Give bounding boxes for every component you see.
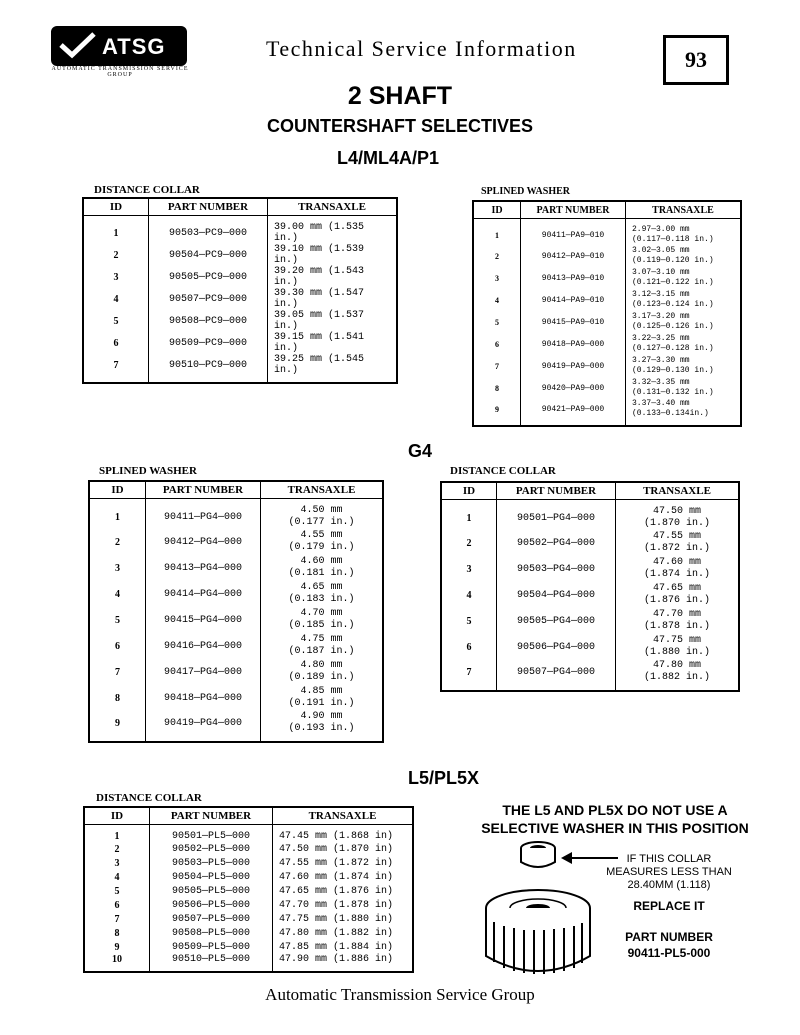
table-row — [89, 499, 383, 530]
transaxle-inch: (0.119—0.120 in.) — [632, 256, 714, 265]
transaxle-mm: 3.12—3.15 mm — [632, 290, 690, 299]
row-part-number: 90503—PG4—000 — [497, 556, 616, 582]
atsg-logo — [45, 22, 195, 80]
table-row — [89, 607, 383, 633]
row-part-number: 90413—PG4—000 — [146, 555, 261, 581]
row-part-number: 90414—PG4—000 — [146, 581, 261, 607]
table-row — [441, 582, 739, 608]
part-number-label: PART NUMBER — [625, 930, 713, 944]
row-part-number: 90504—PG4—000 — [497, 582, 616, 608]
row-transaxle — [261, 685, 384, 711]
row-id: 8 — [84, 926, 150, 940]
table-row — [84, 926, 413, 940]
row-part-number: 90502—PL5—000 — [150, 842, 273, 856]
transaxle-mm: 47.75 mm — [652, 635, 701, 646]
transaxle-inch: (0.129—0.130 in.) — [632, 366, 714, 375]
transaxle-mm: 4.80 mm — [300, 660, 343, 671]
row-id: 1 — [89, 499, 146, 530]
table-body — [89, 499, 383, 743]
table-row — [441, 660, 739, 691]
row-transaxle: 47.70 mm (1.878 in) — [273, 898, 414, 912]
column-header-transaxle: TRANSAXLE — [268, 198, 398, 216]
transaxle-inch: (0.117—0.118 in.) — [632, 235, 714, 244]
transaxle-mm: 47.80 mm — [652, 660, 701, 671]
table-row — [84, 870, 413, 884]
transaxle-mm: 4.60 mm — [300, 556, 343, 567]
collar-note-line3: 28.40MM (1.118) — [627, 879, 711, 891]
column-header-transaxle: TRANSAXLE — [616, 482, 740, 500]
table-row — [441, 556, 739, 582]
row-id: 5 — [83, 310, 149, 332]
l5-note-line1: THE L5 AND PL5X DO NOT USE A — [502, 802, 728, 818]
table-row — [89, 685, 383, 711]
collar-measurement-note — [594, 853, 744, 892]
table-row — [83, 288, 397, 310]
row-transaxle — [261, 555, 384, 581]
row-id: 1 — [473, 219, 521, 246]
part-number-value: 90411-PL5-000 — [627, 946, 711, 960]
transaxle-inch: (0.189 in.) — [288, 672, 355, 683]
row-part-number: 90504—PL5—000 — [150, 870, 273, 884]
row-transaxle — [261, 529, 384, 555]
transaxle-mm: 3.17—3.20 mm — [632, 312, 690, 321]
transaxle-inch: (1.870 in.) — [643, 518, 710, 529]
transaxle-inch: (0.125—0.126 in.) — [632, 322, 714, 331]
transaxle-inch: (0.123—0.124 in.) — [632, 300, 714, 309]
transaxle-inch: (1.878 in.) — [643, 621, 710, 632]
row-part-number: 90501—PL5—000 — [150, 825, 273, 843]
transaxle-inch: (0.179 in.) — [288, 542, 355, 553]
transaxle-mm: 3.07—3.10 mm — [632, 268, 690, 277]
row-part-number: 90416—PG4—000 — [146, 633, 261, 659]
row-part-number: 90414—PA9—010 — [521, 289, 626, 311]
row-part-number: 90415—PA9—010 — [521, 311, 626, 333]
table-body — [84, 825, 413, 973]
row-id: 9 — [84, 940, 150, 954]
row-transaxle — [626, 399, 742, 426]
row-transaxle: 47.75 mm (1.880 in) — [273, 912, 414, 926]
row-part-number: 90505—PG4—000 — [497, 608, 616, 634]
row-id: 9 — [473, 399, 521, 426]
row-part-number: 90508—PC9—000 — [149, 310, 268, 332]
row-part-number: 90503—PC9—000 — [149, 216, 268, 245]
row-transaxle — [616, 530, 740, 556]
row-transaxle: 39.00 mm (1.535 in.) — [268, 216, 398, 245]
transaxle-mm: 4.55 mm — [300, 530, 343, 541]
row-transaxle: 47.45 mm (1.868 in) — [273, 825, 414, 843]
row-part-number: 90418—PA9—000 — [521, 333, 626, 355]
row-id: 2 — [84, 842, 150, 856]
row-id: 7 — [473, 355, 521, 377]
row-transaxle — [261, 711, 384, 742]
row-part-number: 90501—PG4—000 — [497, 500, 616, 531]
table-caption: DISTANCE COLLAR — [96, 792, 202, 804]
table-row — [83, 310, 397, 332]
row-part-number: 90417—PG4—000 — [146, 659, 261, 685]
table-row — [89, 529, 383, 555]
table-body — [441, 500, 739, 692]
transaxle-inch: (1.872 in.) — [643, 543, 710, 554]
page-subtitle: COUNTERSHAFT SELECTIVES — [266, 116, 534, 136]
row-transaxle — [626, 377, 742, 399]
row-transaxle: 47.60 mm (1.874 in) — [273, 870, 414, 884]
row-part-number: 90506—PL5—000 — [150, 898, 273, 912]
column-header-id: ID — [89, 481, 146, 499]
transaxle-mm: 4.70 mm — [300, 608, 343, 619]
row-part-number: 90420—PA9—000 — [521, 377, 626, 399]
column-header-id: ID — [441, 482, 497, 500]
row-part-number: 90507—PC9—000 — [149, 288, 268, 310]
row-id: 9 — [89, 711, 146, 742]
l5-distance-collar-table — [83, 806, 414, 973]
transaxle-mm: 3.22—3.25 mm — [632, 334, 690, 343]
page-number: 93 — [663, 35, 729, 85]
section-heading-l4: L4/ML4A/P1 — [337, 148, 440, 168]
table-row — [441, 500, 739, 531]
row-transaxle — [616, 634, 740, 660]
row-transaxle: 47.85 mm (1.884 in) — [273, 940, 414, 954]
logo-tagline: AUTOMATIC TRANSMISSION SERVICE GROUP — [51, 66, 189, 78]
row-part-number: 90418—PG4—000 — [146, 685, 261, 711]
table-caption: DISTANCE COLLAR — [450, 465, 556, 477]
table-row — [83, 244, 397, 266]
transaxle-mm: 2.97—3.00 mm — [632, 225, 690, 234]
row-part-number: 90510—PC9—000 — [149, 354, 268, 383]
row-id: 2 — [89, 529, 146, 555]
column-header-transaxle: TRANSAXLE — [261, 481, 384, 499]
table-row — [84, 884, 413, 898]
l4-distance-collar-table — [82, 197, 398, 384]
row-transaxle — [626, 245, 742, 267]
transaxle-inch: (0.133—0.134in.) — [632, 409, 709, 418]
footer: Automatic Transmission Service Group — [265, 985, 535, 1004]
table-row — [473, 355, 741, 377]
row-part-number: 90507—PL5—000 — [150, 912, 273, 926]
row-part-number: 90505—PL5—000 — [150, 884, 273, 898]
header-title: Technical Service Information — [266, 36, 577, 61]
row-transaxle — [626, 219, 742, 246]
row-part-number: 90421—PA9—000 — [521, 399, 626, 426]
transaxle-inch: (0.183 in.) — [288, 594, 355, 605]
transaxle-inch: (0.181 in.) — [288, 568, 355, 579]
row-id: 4 — [441, 582, 497, 608]
row-transaxle — [261, 633, 384, 659]
transaxle-mm: 47.70 mm — [652, 609, 701, 620]
page-title: 2 SHAFT — [347, 82, 453, 110]
row-id: 10 — [84, 954, 150, 972]
row-id: 3 — [83, 266, 149, 288]
row-transaxle: 39.25 mm (1.545 in.) — [268, 354, 398, 383]
table-body — [473, 219, 741, 427]
column-header-id: ID — [84, 807, 150, 825]
row-id: 5 — [84, 884, 150, 898]
transaxle-mm: 4.75 mm — [300, 634, 343, 645]
column-header-part-number: PART NUMBER — [146, 481, 261, 499]
table-row — [84, 898, 413, 912]
column-header-part-number: PART NUMBER — [150, 807, 273, 825]
row-transaxle — [261, 659, 384, 685]
row-part-number: 90506—PG4—000 — [497, 634, 616, 660]
row-id: 6 — [84, 898, 150, 912]
row-transaxle — [616, 500, 740, 531]
transaxle-mm: 47.55 mm — [652, 531, 701, 542]
row-transaxle — [626, 267, 742, 289]
table-row — [89, 555, 383, 581]
row-id: 2 — [441, 530, 497, 556]
row-id: 1 — [441, 500, 497, 531]
l5-note-line2: SELECTIVE WASHER IN THIS POSITION — [481, 820, 749, 836]
table-row — [84, 842, 413, 856]
row-part-number: 90415—PG4—000 — [146, 607, 261, 633]
transaxle-mm: 4.90 mm — [300, 711, 343, 722]
transaxle-inch: (0.127—0.128 in.) — [632, 344, 714, 353]
row-part-number: 90509—PL5—000 — [150, 940, 273, 954]
row-id: 7 — [84, 912, 150, 926]
row-part-number: 90507—PG4—000 — [497, 660, 616, 691]
row-transaxle — [261, 581, 384, 607]
table-row — [83, 266, 397, 288]
row-transaxle: 47.90 mm (1.886 in) — [273, 954, 414, 972]
row-id: 6 — [89, 633, 146, 659]
row-id: 7 — [89, 659, 146, 685]
row-transaxle: 39.15 mm (1.541 in.) — [268, 332, 398, 354]
table-caption: DISTANCE COLLAR — [94, 184, 200, 196]
table-row — [84, 954, 413, 972]
row-transaxle: 39.20 mm (1.543 in.) — [268, 266, 398, 288]
table-caption: SPLINED WASHER — [99, 465, 197, 477]
table-row — [84, 912, 413, 926]
row-transaxle: 47.65 mm (1.876 in) — [273, 884, 414, 898]
table-row — [441, 530, 739, 556]
replace-it-label: REPLACE IT — [633, 899, 705, 913]
transaxle-inch: (1.880 in.) — [643, 647, 710, 658]
row-transaxle — [616, 660, 740, 691]
transaxle-inch: (0.185 in.) — [288, 620, 355, 631]
row-id: 7 — [83, 354, 149, 383]
transaxle-inch: (0.193 in.) — [288, 723, 355, 734]
column-header-id: ID — [83, 198, 149, 216]
column-header-part-number: PART NUMBER — [149, 198, 268, 216]
transaxle-mm: 3.37—3.40 mm — [632, 399, 690, 408]
table-row — [473, 219, 741, 246]
g4-splined-washer-table — [88, 480, 384, 743]
row-id: 7 — [441, 660, 497, 691]
transaxle-mm: 4.85 mm — [300, 686, 343, 697]
row-id: 8 — [89, 685, 146, 711]
g4-distance-collar-table — [440, 481, 740, 692]
table-row — [473, 333, 741, 355]
row-id: 1 — [84, 825, 150, 843]
table-row — [89, 659, 383, 685]
column-header-id: ID — [473, 201, 521, 219]
row-id: 2 — [473, 245, 521, 267]
logo-badge — [51, 26, 187, 66]
collar-note-line1: IF THIS COLLAR — [626, 853, 712, 865]
row-transaxle — [616, 608, 740, 634]
row-id: 4 — [83, 288, 149, 310]
table-row — [473, 289, 741, 311]
column-header-transaxle: TRANSAXLE — [626, 201, 742, 219]
transaxle-mm: 47.50 mm — [652, 506, 701, 517]
transaxle-mm: 47.60 mm — [652, 557, 701, 568]
row-transaxle: 39.30 mm (1.547 in.) — [268, 288, 398, 310]
transaxle-inch: (0.131—0.132 in.) — [632, 388, 714, 397]
row-part-number: 90508—PL5—000 — [150, 926, 273, 940]
row-id: 6 — [473, 333, 521, 355]
row-transaxle: 39.05 mm (1.537 in.) — [268, 310, 398, 332]
row-id: 4 — [473, 289, 521, 311]
row-id: 5 — [473, 311, 521, 333]
transaxle-inch: (1.876 in.) — [643, 595, 710, 606]
row-part-number: 90505—PC9—000 — [149, 266, 268, 288]
row-transaxle — [626, 333, 742, 355]
table-body — [83, 216, 397, 384]
row-id: 2 — [83, 244, 149, 266]
column-header-part-number: PART NUMBER — [497, 482, 616, 500]
table-row — [84, 940, 413, 954]
table-row — [83, 354, 397, 383]
table-row — [473, 267, 741, 289]
table-row — [473, 377, 741, 399]
row-part-number: 90411—PG4—000 — [146, 499, 261, 530]
row-id: 3 — [89, 555, 146, 581]
transaxle-mm: 3.02—3.05 mm — [632, 246, 690, 255]
transaxle-inch: (0.177 in.) — [288, 517, 355, 528]
row-id: 5 — [441, 608, 497, 634]
section-heading-l5: L5/PL5X — [408, 768, 480, 788]
transaxle-mm: 47.65 mm — [652, 583, 701, 594]
section-heading-g4: G4 — [408, 441, 433, 461]
row-id: 1 — [83, 216, 149, 245]
transaxle-inch: (1.874 in.) — [643, 569, 710, 580]
row-transaxle: 47.80 mm (1.882 in) — [273, 926, 414, 940]
table-row — [83, 332, 397, 354]
column-header-transaxle: TRANSAXLE — [273, 807, 414, 825]
row-transaxle — [626, 311, 742, 333]
table-row — [441, 634, 739, 660]
collar-note-line2: MEASURES LESS THAN — [606, 866, 732, 878]
row-part-number: 90509—PC9—000 — [149, 332, 268, 354]
table-row — [84, 825, 413, 843]
transaxle-inch: (1.882 in.) — [643, 672, 710, 683]
row-id: 3 — [473, 267, 521, 289]
row-transaxle — [626, 289, 742, 311]
table-row — [441, 608, 739, 634]
row-id: 5 — [89, 607, 146, 633]
l4-splined-washer-table — [472, 200, 742, 427]
table-row — [473, 399, 741, 426]
row-transaxle: 47.50 mm (1.870 in) — [273, 842, 414, 856]
transaxle-mm: 3.27—3.30 mm — [632, 356, 690, 365]
row-transaxle: 39.10 mm (1.539 in.) — [268, 244, 398, 266]
row-part-number: 90502—PG4—000 — [497, 530, 616, 556]
table-row — [89, 633, 383, 659]
transaxle-mm: 4.50 mm — [300, 505, 343, 516]
row-part-number: 90412—PG4—000 — [146, 529, 261, 555]
transaxle-inch: (0.121—0.122 in.) — [632, 278, 714, 287]
row-part-number: 90419—PG4—000 — [146, 711, 261, 742]
row-part-number: 90503—PL5—000 — [150, 856, 273, 870]
row-id: 4 — [89, 581, 146, 607]
row-transaxle — [616, 556, 740, 582]
row-part-number: 90510—PL5—000 — [150, 954, 273, 972]
table-row — [83, 216, 397, 245]
row-transaxle — [626, 355, 742, 377]
logo-text: ATSG — [102, 34, 166, 59]
row-part-number: 90412—PA9—010 — [521, 245, 626, 267]
row-id: 3 — [84, 856, 150, 870]
transaxle-mm: 4.65 mm — [300, 582, 343, 593]
table-row — [89, 581, 383, 607]
table-row — [84, 856, 413, 870]
transaxle-mm: 3.32—3.35 mm — [632, 378, 690, 387]
table-row — [89, 711, 383, 742]
check-mark-icon — [58, 31, 98, 59]
table-row — [473, 245, 741, 267]
row-id: 6 — [441, 634, 497, 660]
column-header-part-number: PART NUMBER — [521, 201, 626, 219]
row-transaxle — [616, 582, 740, 608]
row-transaxle — [261, 607, 384, 633]
transaxle-inch: (0.191 in.) — [288, 698, 355, 709]
row-part-number: 90413—PA9—010 — [521, 267, 626, 289]
row-id: 8 — [473, 377, 521, 399]
row-transaxle: 47.55 mm (1.872 in) — [273, 856, 414, 870]
row-part-number: 90419—PA9—000 — [521, 355, 626, 377]
row-id: 6 — [83, 332, 149, 354]
row-part-number: 90504—PC9—000 — [149, 244, 268, 266]
transaxle-inch: (0.187 in.) — [288, 646, 355, 657]
table-caption: SPLINED WASHER — [481, 186, 571, 197]
l5-note — [440, 801, 790, 837]
row-id: 3 — [441, 556, 497, 582]
row-part-number: 90411—PA9—010 — [521, 219, 626, 246]
row-transaxle — [261, 499, 384, 530]
row-id: 4 — [84, 870, 150, 884]
table-row — [473, 311, 741, 333]
